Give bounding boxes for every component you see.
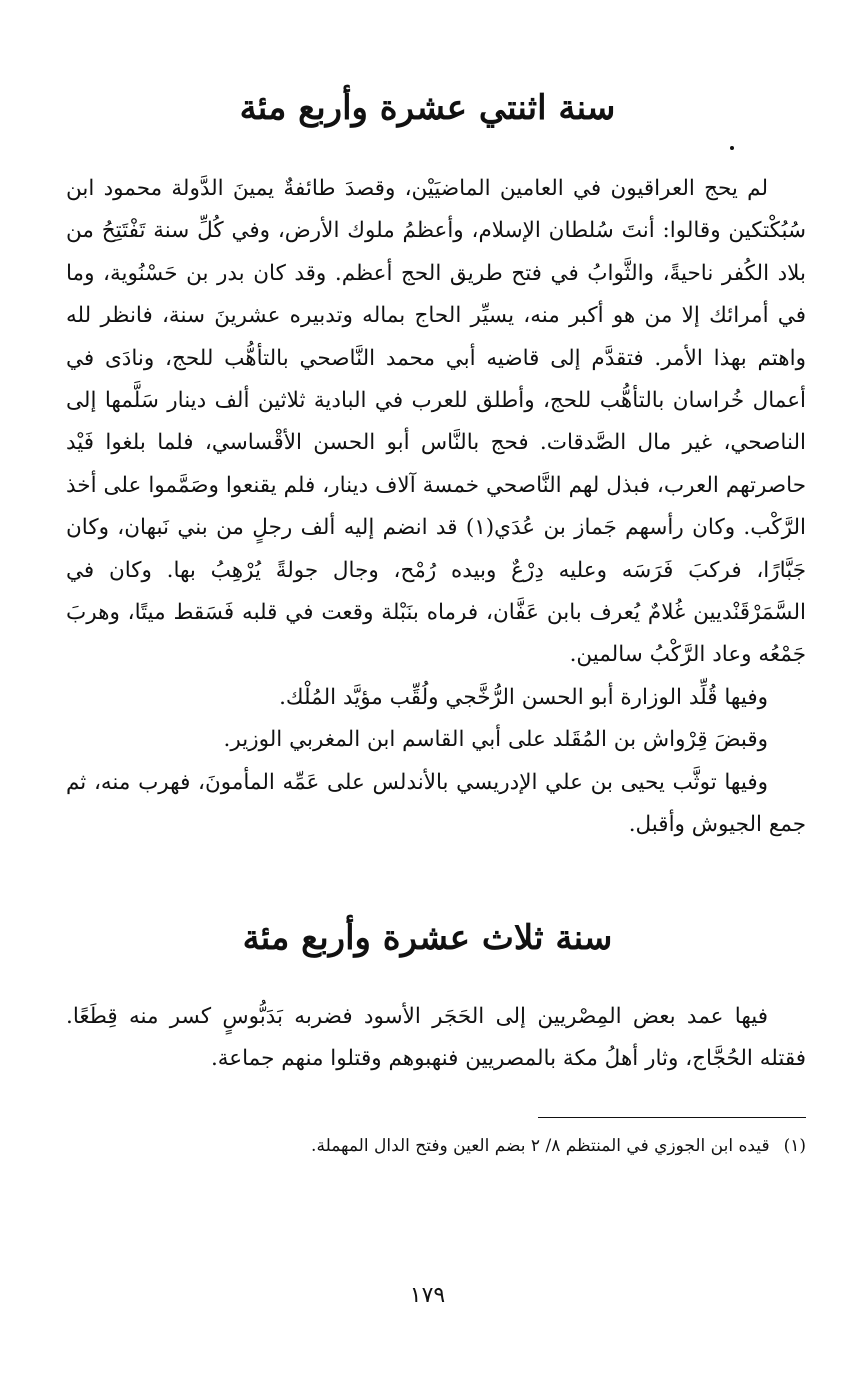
paragraph-arrest: وقبضَ قِرْواش بن المُقَلد على أبي القاسم ابن المغربي الوزير.	[223, 727, 768, 753]
paragraph-black-stone: فيها عمد بعض المِصْريين إلى الحَجَر الأسود فضربه بَدَبُّوسٍ كسر منه قِطَعًا. فقتله الحُجَّاج، وثار أهلُ مكة بالمصريين فنهبوهم وقتلوا منهم جماعة.	[66, 1004, 806, 1072]
footnote-marker: (١)	[783, 1136, 806, 1156]
stray-mark	[730, 146, 734, 150]
paragraph-hajj-account: لم يحج العراقيون في العامين الماضيَيْن، وقصدَ طائفةٌ يمينَ الدَّولة محمود ابن سُبُكْتكين وقالوا: أنتَ سُلطان الإسلام، وأعظمُ ملوك الأرض، وفي كُلِّ سنة تَفْتَتِحُ من بلاد الكُفر ناحيةً، والثَّوابُ في فتح طريق الحج أعظم. وقد كان بدر بن حَسْنُوية، وما في أمرائك إلا من هو أكبر منه، يسيِّر الحاج بماله وتدبيره عشرينَ سنة، فانظر لله واهتم بهذا الأمر. فتقدَّم إلى قاضيه أبي محمد النَّاصحي بالتأهُّب للحج، ونادَى في أعمال خُراسان بالتأهُّب للحج، وأطلق للعرب في البادية ثلاثين ألف دينار سَلَّمها إلى الناصحي، غير مال الصَّدقات. فحج بالنَّاس أبو الحسن الأقْساسي، فلما بلغوا فَيْد حاصرتهم العرب، فبذل لهم النَّاصحي خمسة آلاف دينار، فلم يقنعوا وصَمَّموا على أخذ الرَّكْب. وكان رأسهم جَماز بن عُدَي(١) قد انضم إليه ألف رجلٍ من بني نَبهان، وكان جَبَّارًا، فركبَ فَرَسَه وعليه دِرْعٌ وبيده رُمْح، وجال جولةً يُرْهِبُ بها. وكان في السَّمَرْقَنْديين غُلامٌ يُعرف بابن عَفَّان، فرماه بنَبْلة وقعت في قلبه فَسَقط ميتًا، وهربَ جَمْعُه وعاد الرَّكْبُ سالمين.	[66, 176, 806, 668]
footnote-text: قيده ابن الجوزي في المنتظم ٨/ ٢ بضم العين وفتح الدال المهملة.	[311, 1136, 770, 1156]
paragraph-andalus: وفيها توثَّب يحيى بن علي الإدريسي بالأندلس على عَمِّه المأمونَ، فهرب منه، ثم جمع الجيوش وأقبل.	[66, 769, 806, 838]
section-body-412	[66, 168, 806, 847]
footnote	[66, 1133, 806, 1159]
footnote-divider	[538, 1117, 806, 1118]
section-heading-412: سنة اثنتي عشرة وأربع مئة	[239, 88, 616, 128]
paragraph-vizier-appointment: وفيها قُلِّد الوزارة أبو الحسن الرُّخَّجي ولُقِّب مؤيَّد المُلْك.	[279, 684, 768, 710]
section-heading-413: سنة ثلاث عشرة وأربع مئة	[242, 918, 613, 958]
page-number: ١٧٩	[409, 1283, 446, 1308]
section-body-413	[66, 996, 806, 1081]
